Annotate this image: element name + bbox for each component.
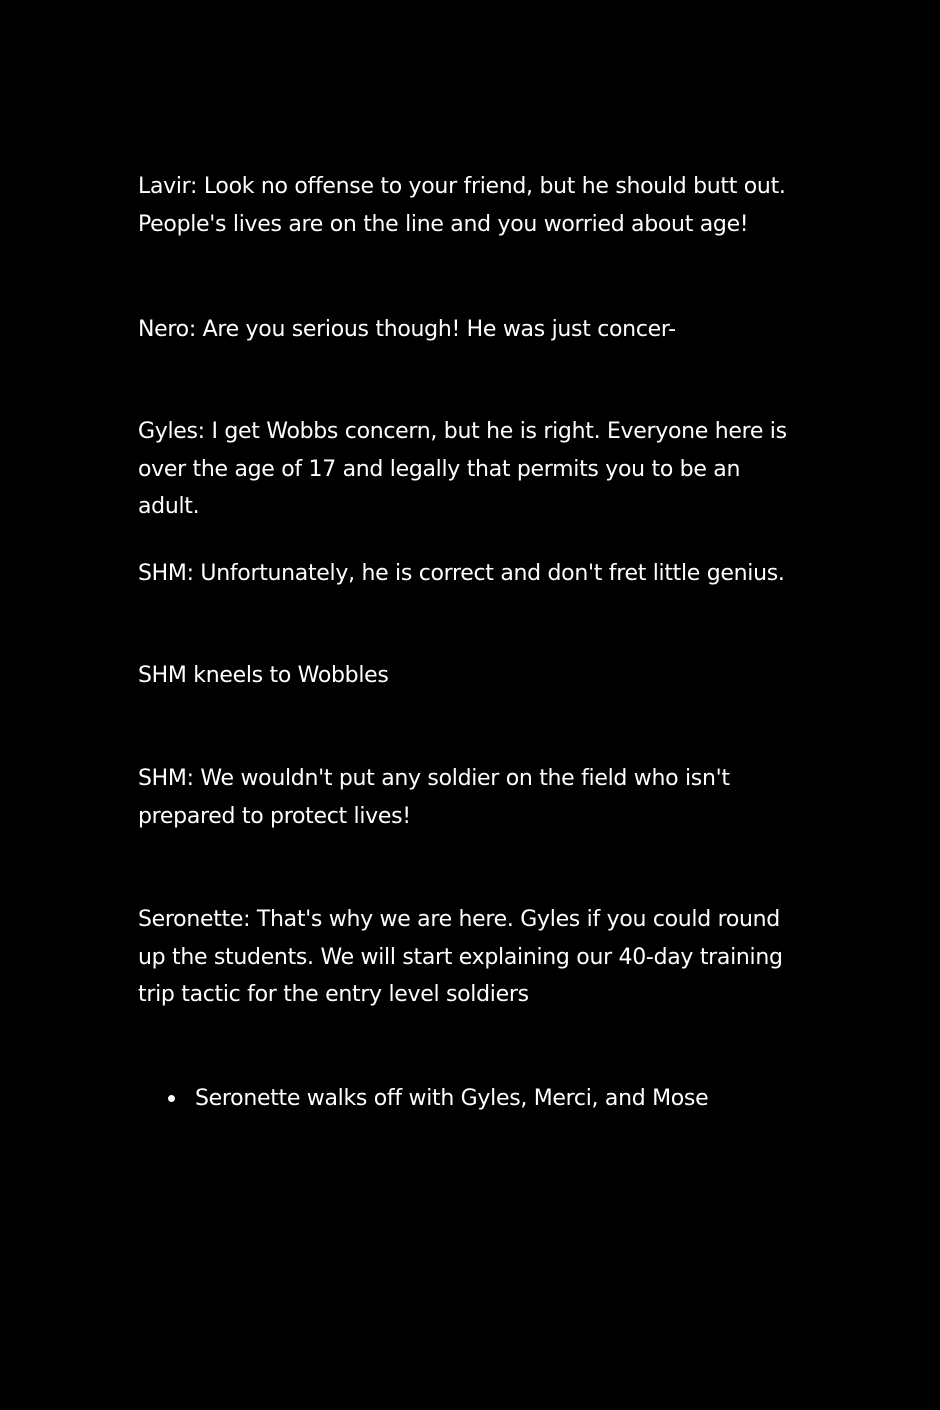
dialogue-paragraph: Seronette: That's why we are here. Gyles if you could round up the students. We will start explaining our 40-day training trip tactic for the entry level soldiers (138, 907, 783, 1007)
dialogue-paragraph: Gyles: I get Wobbs concern, but he is right. Everyone here is over the age of 17 and legally that permits you to be an adult. (138, 419, 787, 519)
bullet-text: Seronette walks off with Gyles, Merci, and Mose (195, 1086, 709, 1111)
list-item (138, 1080, 838, 1118)
dialogue-paragraph: SHM: Unfortunately, he is correct and don't fret little genius. (138, 561, 785, 586)
bullet-icon (168, 1095, 175, 1102)
dialogue-paragraph: Nero: Are you serious though! He was just concer- (138, 317, 676, 342)
narration-paragraph: SHM kneels to Wobbles (138, 663, 389, 688)
dialogue-paragraph: SHM: We wouldn't put any soldier on the field who isn't prepared to protect lives! (138, 766, 730, 829)
dialogue-paragraph: Lavir: Look no offense to your friend, but he should butt out. People's lives are on the line and you worried about age! (138, 174, 786, 237)
action-bullet-list (138, 1080, 838, 1118)
